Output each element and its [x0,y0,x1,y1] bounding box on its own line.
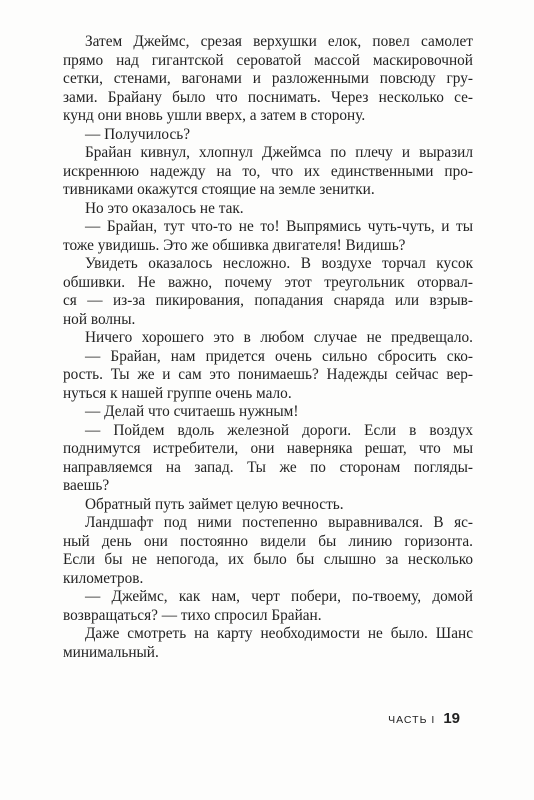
page-footer [388,710,460,727]
text-line: поднимутся истребители, они наверняка решат, что мы [63,440,473,457]
page-number: 19 [443,710,460,727]
text-line: ный день они постоянно видели бы линию горизонта. [63,532,473,550]
text-line: Увидеть оказалось несложно. В воздухе торчал кусок [85,255,473,272]
text-line: Обратный путь займет целую вечность. [85,495,344,513]
text-line: нуться к нашей группе очень мало. [63,384,292,402]
text-line: рость. Ты же и сам это понимаешь? Надежды сейчас вер- [63,366,473,383]
text-line: зами. Брайану было что поснимать. Через несколько се- [63,88,473,106]
body-text [63,33,473,662]
text-line: возвращаться? — тихо спросил Брайан. [63,606,322,624]
text-line: Затем Джеймс, срезая верхушки елок, повел самолет [85,33,473,50]
text-line: ся — из-за пикирования, попадания снаряда или взрыв- [63,292,473,309]
text-line: тивниками окажутся стоящие на земле зенитки. [63,181,375,198]
text-line: — Брайан, тут что-то не то! Выпрямись чуть-чуть, и ты [85,218,473,235]
text-line: направляемся на запад. Ты же по сторонам погляды- [63,458,473,476]
text-line: ваешь? [63,477,110,494]
text-line: минимальный. [63,643,159,661]
text-line: Если бы не непогода, их было бы слышно за несколько [63,551,473,568]
running-footer-part: ЧАСТЬ I [388,714,436,726]
text-line: кунд они вновь ушли вверх, а затем в сторону. [63,107,366,124]
text-line: Брайан кивнул, хлопнул Джеймса по плечу и выразил [85,144,473,161]
text-line: сетки, стенами, вагонами и разложенными повсюду гру- [63,70,473,87]
text-line: прямо над гигантской сероватой массой маскировочной [63,51,473,69]
text-line: — Пойдем вдоль железной дороги. Если в воздух [85,421,473,439]
text-line: — Получилось? [85,125,190,143]
text-line: Ничего хорошего это в любом случае не предвещало. [85,329,473,346]
text-line: — Джеймс, как нам, черт побери, по-твоему, домой [85,588,473,605]
text-line: обшивки. Не важно, почему этот треугольник оторвал- [63,273,473,291]
text-line: километров. [63,569,144,587]
text-line: тоже увидишь. Это же обшивка двигателя! Видишь? [63,236,406,254]
text-line: — Делай что считаешь нужным! [85,403,299,420]
text-line: — Брайан, нам придется очень сильно сбросить ско- [85,347,473,365]
text-line: искреннюю надежду на то, что их единственными про- [63,162,473,180]
text-line: Ландшафт под ними постепенно выравнивался. В яс- [85,514,473,531]
text-line: Но это оказалось не так. [85,199,244,217]
text-line: ной волны. [63,310,136,328]
text-line: Даже смотреть на карту необходимости не было. Шанс [85,625,473,642]
